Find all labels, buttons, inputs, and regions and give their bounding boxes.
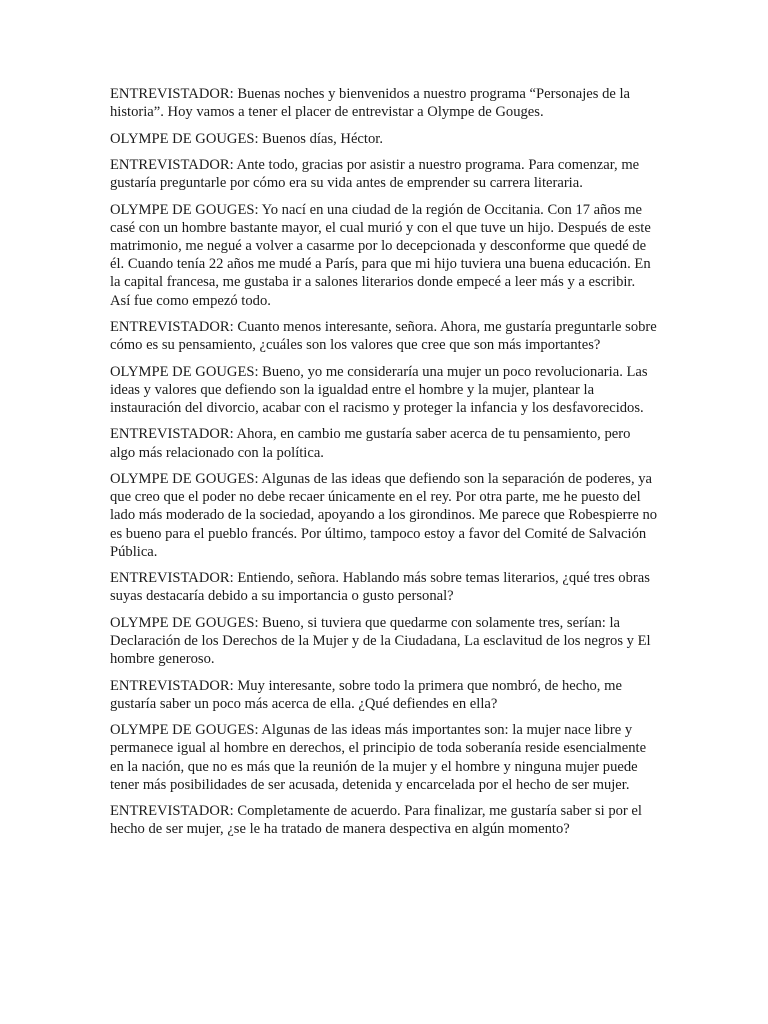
paragraph-olympe-answer-politics: OLYMPE DE GOUGES: Algunas de las ideas que defiendo son la separación de poderes, ya que creo que el poder no debe recaer únicamente en el rey. Por otra parte, me he puesto del lado más moderado de la sociedad, apoyando a los girondinos. Me parece que Robespierre no es bueno para el pueblo francés. Por último, tampoco estoy a favor del Comité de Salvación Pública. <box>110 470 658 560</box>
paragraph-olympe-greeting: OLYMPE DE GOUGES: Buenos días, Héctor. <box>110 130 383 147</box>
paragraph-olympe-answer-works: OLYMPE DE GOUGES: Bueno, si tuviera que quedarme con solamente tres, serían: la Declaración de los Derechos de la Mujer y de la Ciudadana, La esclavitud de los negros y El hombre generoso. <box>110 614 651 668</box>
paragraph-interviewer-question-politics: ENTREVISTADOR: Ahora, en cambio me gustaría saber acerca de tu pensamiento, pero algo más relacionado con la política. <box>110 426 631 461</box>
paragraph-interviewer-welcome: ENTREVISTADOR: Buenas noches y bienvenidos a nuestro programa “Personajes de la historia”. Hoy vamos a tener el placer de entrevistar a Olympe de Gouges. <box>110 86 631 121</box>
paragraph-olympe-answer-life: OLYMPE DE GOUGES: Yo nací en una ciudad de la región de Occitania. Con 17 años me casé con un hombre bastante mayor, el cual murió y con el que tuve un hijo. Después de este matrimonio, me negué a volver a casarme por lo decepcionada y desconforme que quedé de él. Cuando tenía 22 años me mudé a París, para que mi hijo tuviera una buena educación. En la capital francesa, me gustaba ir a salones literarios donde empecé a leer más y a escribir. Así fue como empezó todo. <box>110 201 651 309</box>
paragraph-interviewer-question-works: ENTREVISTADOR: Entiendo, señora. Hablando más sobre temas literarios, ¿qué tres obras suyas destacaría debido a su importancia o gusto personal? <box>110 570 650 605</box>
paragraph-interviewer-question-declaration: ENTREVISTADOR: Muy interesante, sobre todo la primera que nombró, de hecho, me gustaría saber un poco más acerca de ella. ¿Qué defiendes en ella? <box>110 677 622 712</box>
paragraph-olympe-answer-declaration: OLYMPE DE GOUGES: Algunas de las ideas más importantes son: la mujer nace libre y permanece igual al hombre en derechos, el principio de toda soberanía reside esencialmente en la nación, que no es más que la reunión de la mujer y el hombre y ninguna mujer puede tener más posibilidades de ser acusada, detenida y encarcelada por el hecho de ser mujer. <box>110 722 647 793</box>
paragraph-interviewer-question-life: ENTREVISTADOR: Ante todo, gracias por asistir a nuestro programa. Para comenzar, me gustaría preguntarle por cómo era su vida antes de emprender su carrera literaria. <box>110 156 640 192</box>
paragraph-olympe-answer-values: OLYMPE DE GOUGES: Bueno, yo me consideraría una mujer un poco revolucionaria. Las ideas y valores que defiendo son la igualdad entre el hombre y la mujer, plantear la instauración del divorcio, acabar con el racismo y proteger la infancia y los desfavorecidos. <box>110 363 648 416</box>
document-body <box>110 85 658 847</box>
paragraph-interviewer-question-final: ENTREVISTADOR: Completamente de acuerdo. Para finalizar, me gustaría saber si por el hecho de ser mujer, ¿se le ha tratado de manera despectiva en algún momento? <box>110 803 642 838</box>
paragraph-interviewer-question-values: ENTREVISTADOR: Cuanto menos interesante, señora. Ahora, me gustaría preguntarle sobre cómo es su pensamiento, ¿cuáles son los valores que cree que son más importantes? <box>110 318 657 354</box>
